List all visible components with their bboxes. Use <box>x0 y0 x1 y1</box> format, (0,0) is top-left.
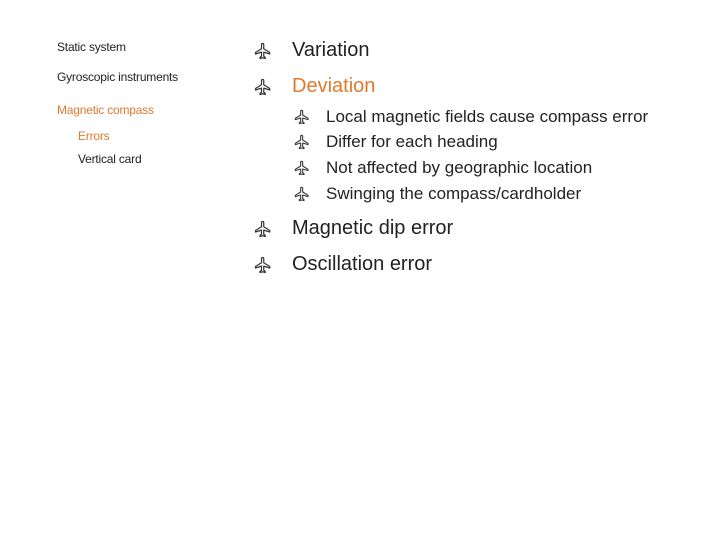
bullet-text: Not affected by geographic location <box>326 158 593 177</box>
sub-bullet-not-affected-location <box>294 158 592 178</box>
sidebar-subitem-errors[interactable]: Errors <box>78 129 110 143</box>
airplane-icon <box>254 220 272 238</box>
sidebar-item-static-system[interactable]: Static system <box>57 40 126 54</box>
airplane-icon <box>254 256 272 274</box>
bullet-text: Swinging the compass/cardholder <box>326 184 582 203</box>
sub-bullet-local-magnetic-fields <box>294 107 648 127</box>
bullet-magnetic-dip-error <box>254 217 453 240</box>
sub-bullet-swinging-compass <box>294 184 581 204</box>
airplane-icon <box>294 109 310 125</box>
sub-bullet-differ-heading <box>294 132 498 152</box>
airplane-icon <box>254 78 272 96</box>
bullet-oscillation-error <box>254 253 432 276</box>
airplane-icon <box>254 42 272 60</box>
bullet-text: Variation <box>292 39 370 61</box>
airplane-icon <box>294 160 310 176</box>
sidebar-nav <box>0 0 230 540</box>
sidebar-item-gyroscopic-instruments[interactable]: Gyroscopic instruments <box>57 70 178 84</box>
bullet-text: Magnetic dip error <box>292 217 454 239</box>
bullet-text: Deviation <box>292 75 376 97</box>
airplane-icon <box>294 134 310 150</box>
bullet-variation <box>254 39 369 62</box>
bullet-text: Differ for each heading <box>326 132 498 151</box>
bullet-deviation <box>254 75 375 98</box>
bullet-text: Oscillation error <box>292 253 433 275</box>
bullet-text: Local magnetic fields cause compass error <box>326 107 649 126</box>
sidebar-item-magnetic-compass[interactable]: Magnetic compass <box>57 103 154 117</box>
slide-content <box>254 0 720 540</box>
airplane-icon <box>294 186 310 202</box>
sidebar-subitem-vertical-card[interactable]: Vertical card <box>78 152 142 166</box>
